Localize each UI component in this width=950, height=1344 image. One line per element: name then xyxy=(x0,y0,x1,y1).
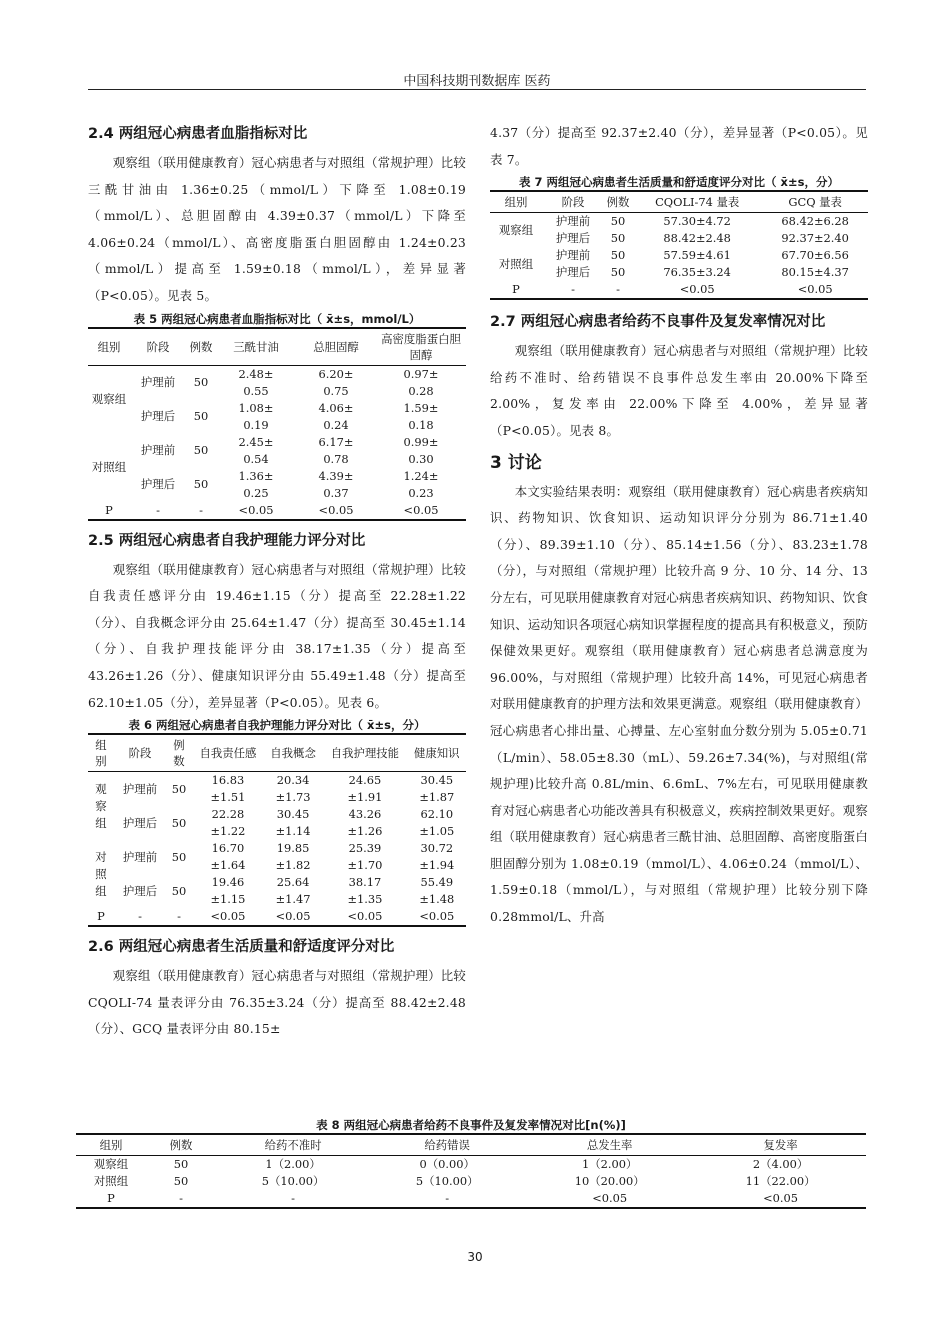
value-sd: ±1.51 xyxy=(210,790,246,805)
value-sd: ±1.35 xyxy=(347,892,383,907)
value-mean: 0.97± xyxy=(403,366,439,381)
stage-cell: 护理前 xyxy=(122,781,158,796)
table-7 xyxy=(490,190,868,300)
header-rule xyxy=(88,89,866,90)
value-cell: 92.37±2.40 xyxy=(781,231,849,246)
table-header-cell: CQOLI-74 量表 xyxy=(632,191,762,213)
group-cell: 对照组 xyxy=(91,460,127,475)
table-header-cell: 自我护理技能 xyxy=(322,734,407,772)
value-cell xyxy=(192,874,264,908)
value-mean: 16.83 xyxy=(211,773,245,788)
table-row-p-value xyxy=(88,502,466,520)
value-sd: 0.54 xyxy=(243,451,269,466)
table-header-cell: 自我责任感 xyxy=(192,734,264,772)
value-mean: 30.45 xyxy=(276,807,310,822)
value-mean: 6.17± xyxy=(318,434,354,449)
value-cell: 11（22.00） xyxy=(745,1174,816,1188)
table-row xyxy=(88,434,466,468)
value-cell xyxy=(296,365,376,400)
value-cell: 1（2.00） xyxy=(581,1157,638,1171)
table-row-p-value xyxy=(490,281,868,299)
value-cell: 67.70±6.56 xyxy=(781,248,849,263)
value-cell xyxy=(376,434,466,468)
count-cell: 50 xyxy=(610,265,626,280)
value-cell: 2（4.00） xyxy=(752,1157,809,1171)
value-sd: 0.19 xyxy=(243,417,269,432)
table-header-cell: 例数 xyxy=(166,734,192,772)
value-cell xyxy=(376,468,466,502)
p-cell: - xyxy=(130,502,186,520)
value-cell xyxy=(408,772,466,807)
value-mean: 25.64 xyxy=(276,875,310,890)
group-cell: 观察组 xyxy=(91,392,127,407)
section-heading-2-4: 2.4 两组冠心病患者血脂指标对比 xyxy=(88,126,308,142)
p-cell: - xyxy=(370,1190,524,1208)
table-header-cell: 组别 xyxy=(76,1134,146,1156)
group-cell: 对照组 xyxy=(93,1174,129,1188)
section-2-6-paragraph-continued: 4.37（分）提高至 92.37±2.40（分），差异显著（P<0.05）。见表 7。 xyxy=(490,125,868,167)
count-cell: 50 xyxy=(171,849,187,864)
value-sd: ±1.48 xyxy=(419,892,455,907)
value-sd: 0.25 xyxy=(243,485,269,500)
table-row-p-value xyxy=(76,1190,866,1208)
group-cell: 观察组 xyxy=(93,1157,129,1171)
value-sd: ±1.05 xyxy=(419,824,455,839)
value-cell xyxy=(322,874,407,908)
table-header-cell: 复发率 xyxy=(695,1134,866,1156)
section-2-4-paragraph: 观察组（联用健康教育）冠心病患者与对照组（常规护理）比较三酰甘油由 1.36±0.25（mmol/L）下降至 1.08±0.19（mmol/L）、总胆固醇由 4.39±0.37（mmol/L）下降至 4.06±0.24（mmol/L）、高密度脂蛋白胆固醇由 1.24±0.23（mmol/L）提高至 1.59±0.18（mmol/L），差异显著（P<0.05）。见表 5。 xyxy=(88,155,466,303)
p-cell: - xyxy=(146,1190,216,1208)
table-row xyxy=(88,365,466,400)
p-cell: <0.05 xyxy=(695,1190,866,1208)
value-sd: 0.37 xyxy=(323,485,349,500)
table-row xyxy=(76,1156,866,1174)
count-cell: 50 xyxy=(173,1157,189,1171)
value-cell xyxy=(322,772,407,807)
table-header-cell: 总发生率 xyxy=(524,1134,695,1156)
value-mean: 30.45 xyxy=(420,773,454,788)
table-header-cell: 高密度脂蛋白胆固醇 xyxy=(376,328,466,366)
table-row xyxy=(490,247,868,264)
table-header-cell: 阶段 xyxy=(114,734,166,772)
stage-cell: 护理后 xyxy=(140,477,176,492)
p-cell: - xyxy=(604,281,632,299)
table-row xyxy=(490,230,868,247)
value-sd: ±1.82 xyxy=(275,858,311,873)
table-row-p-value xyxy=(88,908,466,926)
value-sd: 0.75 xyxy=(323,383,349,398)
value-mean: 43.26 xyxy=(348,807,382,822)
table-header-cell: 例数 xyxy=(146,1134,216,1156)
stage-cell: 护理前 xyxy=(140,443,176,458)
running-header: 中国科技期刊数据库 医药 xyxy=(403,74,551,89)
p-cell: - xyxy=(186,502,216,520)
value-mean: 2.45± xyxy=(238,434,274,449)
table-row xyxy=(490,213,868,231)
count-cell: 50 xyxy=(193,409,209,424)
value-cell: 5（10.00） xyxy=(261,1174,325,1188)
stage-cell: 护理后 xyxy=(122,815,158,830)
p-cell: <0.05 xyxy=(322,908,407,926)
table-row xyxy=(88,806,466,840)
section-heading-2-6: 2.6 两组冠心病患者生活质量和舒适度评分对比 xyxy=(88,939,395,956)
value-mean: 2.48± xyxy=(238,366,274,381)
value-mean: 1.08± xyxy=(238,400,274,415)
p-cell: <0.05 xyxy=(524,1190,695,1208)
p-cell: P xyxy=(76,1190,146,1208)
table-header-cell: GCQ 量表 xyxy=(762,191,868,213)
value-sd: ±1.70 xyxy=(347,858,383,873)
section-2-7-paragraph: 观察组（联用健康教育）冠心病患者与对照组（常规护理）比较给药不准时、给药错误不良事件总发生率由 20.00%下降至 2.00%，复发率由 22.00%下降至 4.00%，差异显著（P<0.05）。见表 8。 xyxy=(490,343,868,438)
value-cell xyxy=(216,365,296,400)
p-cell: P xyxy=(88,908,114,926)
value-cell xyxy=(322,840,407,874)
count-cell: 50 xyxy=(193,443,209,458)
value-cell: 76.35±3.24 xyxy=(663,265,731,280)
table-row xyxy=(88,840,466,874)
p-cell: <0.05 xyxy=(216,502,296,520)
section-2-5-paragraph: 观察组（联用健康教育）冠心病患者与对照组（常规护理）比较自我责任感评分由 19.46±1.15（分）提高至 22.28±1.22（分）、自我概念评分由 25.64±1.47（分）提高至 30.45±1.14（分）、自我护理技能评分由 38.17±1.35（分）提高至 43.26±1.26（分）、健康知识评分由 55.49±1.48（分）提高至 62.10±1.05（分），差异显著（P<0.05）。见表 6。 xyxy=(88,561,466,710)
stage-cell: 护理前 xyxy=(555,248,591,263)
right-column xyxy=(490,120,868,931)
value-cell: 68.42±6.28 xyxy=(781,214,849,229)
table-row xyxy=(88,772,466,807)
p-cell: <0.05 xyxy=(762,281,868,299)
table-row xyxy=(490,264,868,281)
value-sd: ±1.22 xyxy=(210,824,246,839)
table-header-cell: 总胆固醇 xyxy=(296,328,376,366)
value-mean: 19.85 xyxy=(276,841,310,856)
p-cell: <0.05 xyxy=(632,281,762,299)
group-cell: 观察组 xyxy=(498,222,534,237)
table-row xyxy=(88,468,466,502)
value-sd: ±1.14 xyxy=(275,824,311,839)
stage-cell: 护理后 xyxy=(555,231,591,246)
value-mean: 1.59± xyxy=(403,400,439,415)
value-cell: 80.15±4.37 xyxy=(781,265,849,280)
section-heading-2-5: 2.5 两组冠心病患者自我护理能力评分对比 xyxy=(88,532,366,549)
stage-cell: 护理后 xyxy=(122,883,158,898)
value-sd: ±1.47 xyxy=(275,892,311,907)
p-cell: <0.05 xyxy=(408,908,466,926)
value-cell xyxy=(408,806,466,840)
count-cell: 50 xyxy=(610,231,626,246)
count-cell: 50 xyxy=(193,477,209,492)
table-header-cell: 阶段 xyxy=(542,191,604,213)
table-header-cell: 自我概念 xyxy=(264,734,322,772)
value-cell: 57.30±4.72 xyxy=(663,214,731,229)
stage-cell: 护理前 xyxy=(140,375,176,390)
value-cell xyxy=(296,400,376,434)
p-cell: <0.05 xyxy=(192,908,264,926)
table-header-cell: 组别 xyxy=(490,191,542,213)
value-mean: 30.72 xyxy=(420,841,454,856)
value-sd: ±1.87 xyxy=(419,790,455,805)
count-cell: 50 xyxy=(171,781,187,796)
value-cell xyxy=(376,365,466,400)
table-7-caption: 表 7 两组冠心病患者生活质量和舒适度评分对比（ x̄±s，分） xyxy=(519,175,839,190)
value-cell xyxy=(296,434,376,468)
value-cell xyxy=(192,806,264,840)
table-header-cell: 阶段 xyxy=(130,328,186,366)
count-cell: 50 xyxy=(610,248,626,263)
value-sd: ±1.64 xyxy=(210,858,246,873)
section-2-6-paragraph: 观察组（联用健康教育）冠心病患者与对照组（常规护理）比较 CQOLI-74 量表评分由 76.35±3.24（分）提高至 88.42±2.48（分）、GCQ 量表评分由 80.15± xyxy=(88,968,466,1037)
value-cell: 88.42±2.48 xyxy=(663,231,731,246)
stage-cell: 护理前 xyxy=(555,214,591,229)
table-header-cell: 组别 xyxy=(88,328,130,366)
table-row xyxy=(88,874,466,908)
value-mean: 4.06± xyxy=(318,400,354,415)
group-cell: 对照组 xyxy=(498,256,534,271)
table-6 xyxy=(88,733,466,927)
table-row xyxy=(76,1173,866,1190)
value-cell xyxy=(408,840,466,874)
value-cell xyxy=(408,874,466,908)
p-cell: <0.05 xyxy=(376,502,466,520)
table-header-cell: 三酰甘油 xyxy=(216,328,296,366)
section-3-paragraph: 本文实验结果表明：观察组（联用健康教育）冠心病患者疾病知识、药物知识、饮食知识、运动知识评分分别为 86.71±1.40（分）、89.39±1.10（分）、85.14±1.56（分）、83.23±1.78（分），与对照组（常规护理）比较升高 9 分、10 分、14 分、13 分左右，可见联用健康教育对冠心病患者疾病知识、药物知识、饮食知识、运动知识各项冠心病知识掌握程度的提高具有积极意义，预防保健效果更好。观察组（联用健康教育）冠心病患者总满意度为 96.00%，与对照组（常规护理）比较升高 14%，可见冠心病患者对联用健康教育的护理方法和效果更满意。观察组（联用健康教育）冠心病患者心排出量、心搏量、左心室射血分数分别为 5.05±0.71（L/min）、58.05±8.30（mL）、59.26±7.34(%)，与对照组(常规护理)比较升高 0.8L/min、6.6mL、7%左右，可见联用健康教育对冠心病患者心功能改善具有积极意义，疾病控制效果更好。观察组（联用健康教育）冠心病患者三酰甘油、总胆固醇、高密度脂蛋白胆固醇分别为 1.08±0.19（mmol/L）、4.06±0.24（mmol/L）、1.59±0.18（mmol/L），与对照组（常规护理）比较分别下降 0.28mmol/L、升高 xyxy=(490,483,868,925)
value-cell xyxy=(216,434,296,468)
value-mean: 25.39 xyxy=(348,841,382,856)
table-5 xyxy=(88,327,466,521)
value-sd: 0.78 xyxy=(323,451,349,466)
value-cell: 1（2.00） xyxy=(265,1157,321,1171)
stage-cell: 护理后 xyxy=(555,265,591,280)
value-cell: 0（0.00） xyxy=(419,1157,475,1171)
value-cell xyxy=(192,772,264,807)
value-sd: 0.30 xyxy=(408,451,434,466)
table-8-block xyxy=(76,1116,866,1209)
table-header-cell: 给药不准时 xyxy=(216,1134,370,1156)
p-cell: P xyxy=(88,502,130,520)
value-cell xyxy=(264,840,322,874)
value-mean: 6.20± xyxy=(318,366,354,381)
value-cell xyxy=(216,400,296,434)
stage-cell: 护理前 xyxy=(122,849,158,864)
value-cell xyxy=(216,468,296,502)
value-mean: 19.46 xyxy=(211,875,245,890)
stage-cell: 护理后 xyxy=(140,409,176,424)
group-cell: 观察组 xyxy=(95,781,107,830)
value-mean: 22.28 xyxy=(211,807,245,822)
p-cell: - xyxy=(216,1190,370,1208)
table-header-cell: 健康知识 xyxy=(408,734,466,772)
table-header-cell: 例数 xyxy=(186,328,216,366)
section-heading-3: 3 讨论 xyxy=(490,452,542,473)
section-heading-2-7: 2.7 两组冠心病患者给药不良事件及复发率情况对比 xyxy=(490,314,826,331)
value-mean: 24.65 xyxy=(348,773,382,788)
value-mean: 1.36± xyxy=(238,468,274,483)
value-cell xyxy=(264,874,322,908)
value-mean: 0.99± xyxy=(403,434,439,449)
value-mean: 1.24± xyxy=(403,468,439,483)
value-cell: 5（10.00） xyxy=(415,1174,479,1188)
count-cell: 50 xyxy=(171,815,187,830)
value-sd: ±1.15 xyxy=(210,892,246,907)
table-header-cell: 例数 xyxy=(604,191,632,213)
value-cell: 10（20.00） xyxy=(574,1174,645,1188)
table-row xyxy=(88,400,466,434)
value-sd: ±1.91 xyxy=(347,790,383,805)
table-header-cell: 组别 xyxy=(88,734,114,772)
value-sd: ±1.73 xyxy=(275,790,311,805)
value-cell xyxy=(264,806,322,840)
group-cell: 对照组 xyxy=(95,849,107,898)
p-cell: - xyxy=(166,908,192,926)
value-cell xyxy=(192,840,264,874)
value-cell xyxy=(264,772,322,807)
page-number: 30 xyxy=(467,1250,483,1264)
value-mean: 62.10 xyxy=(420,807,454,822)
table-5-caption: 表 5 两组冠心病患者血脂指标对比（ x̄±s，mmol/L） xyxy=(133,311,421,326)
value-cell xyxy=(296,468,376,502)
value-sd: 0.24 xyxy=(323,417,349,432)
p-cell: <0.05 xyxy=(264,908,322,926)
p-cell: - xyxy=(542,281,604,299)
value-sd: 0.23 xyxy=(408,485,434,500)
value-sd: 0.18 xyxy=(408,417,434,432)
table-8-caption: 表 8 两组冠心病患者给药不良事件及复发率情况对比[n(%)] xyxy=(316,1118,626,1132)
value-mean: 38.17 xyxy=(348,875,382,890)
table-6-caption: 表 6 两组冠心病患者自我护理能力评分对比（ x̄±s，分） xyxy=(128,718,426,733)
table-8 xyxy=(76,1133,866,1209)
value-sd: 0.28 xyxy=(408,383,434,398)
value-mean: 20.34 xyxy=(276,773,310,788)
count-cell: 50 xyxy=(173,1174,189,1188)
count-cell: 50 xyxy=(610,214,626,229)
value-cell xyxy=(322,806,407,840)
p-cell: <0.05 xyxy=(296,502,376,520)
table-header-cell: 给药错误 xyxy=(370,1134,524,1156)
value-mean: 16.70 xyxy=(211,841,245,856)
value-mean: 55.49 xyxy=(420,875,454,890)
value-sd: ±1.94 xyxy=(419,858,455,873)
value-sd: 0.55 xyxy=(243,383,269,398)
value-cell xyxy=(376,400,466,434)
value-sd: ±1.26 xyxy=(347,824,383,839)
value-cell: 57.59±4.61 xyxy=(663,248,731,263)
p-cell: P xyxy=(490,281,542,299)
count-cell: 50 xyxy=(193,375,209,390)
count-cell: 50 xyxy=(171,883,187,898)
value-mean: 4.39± xyxy=(318,468,354,483)
left-column xyxy=(88,118,466,1043)
p-cell: - xyxy=(114,908,166,926)
